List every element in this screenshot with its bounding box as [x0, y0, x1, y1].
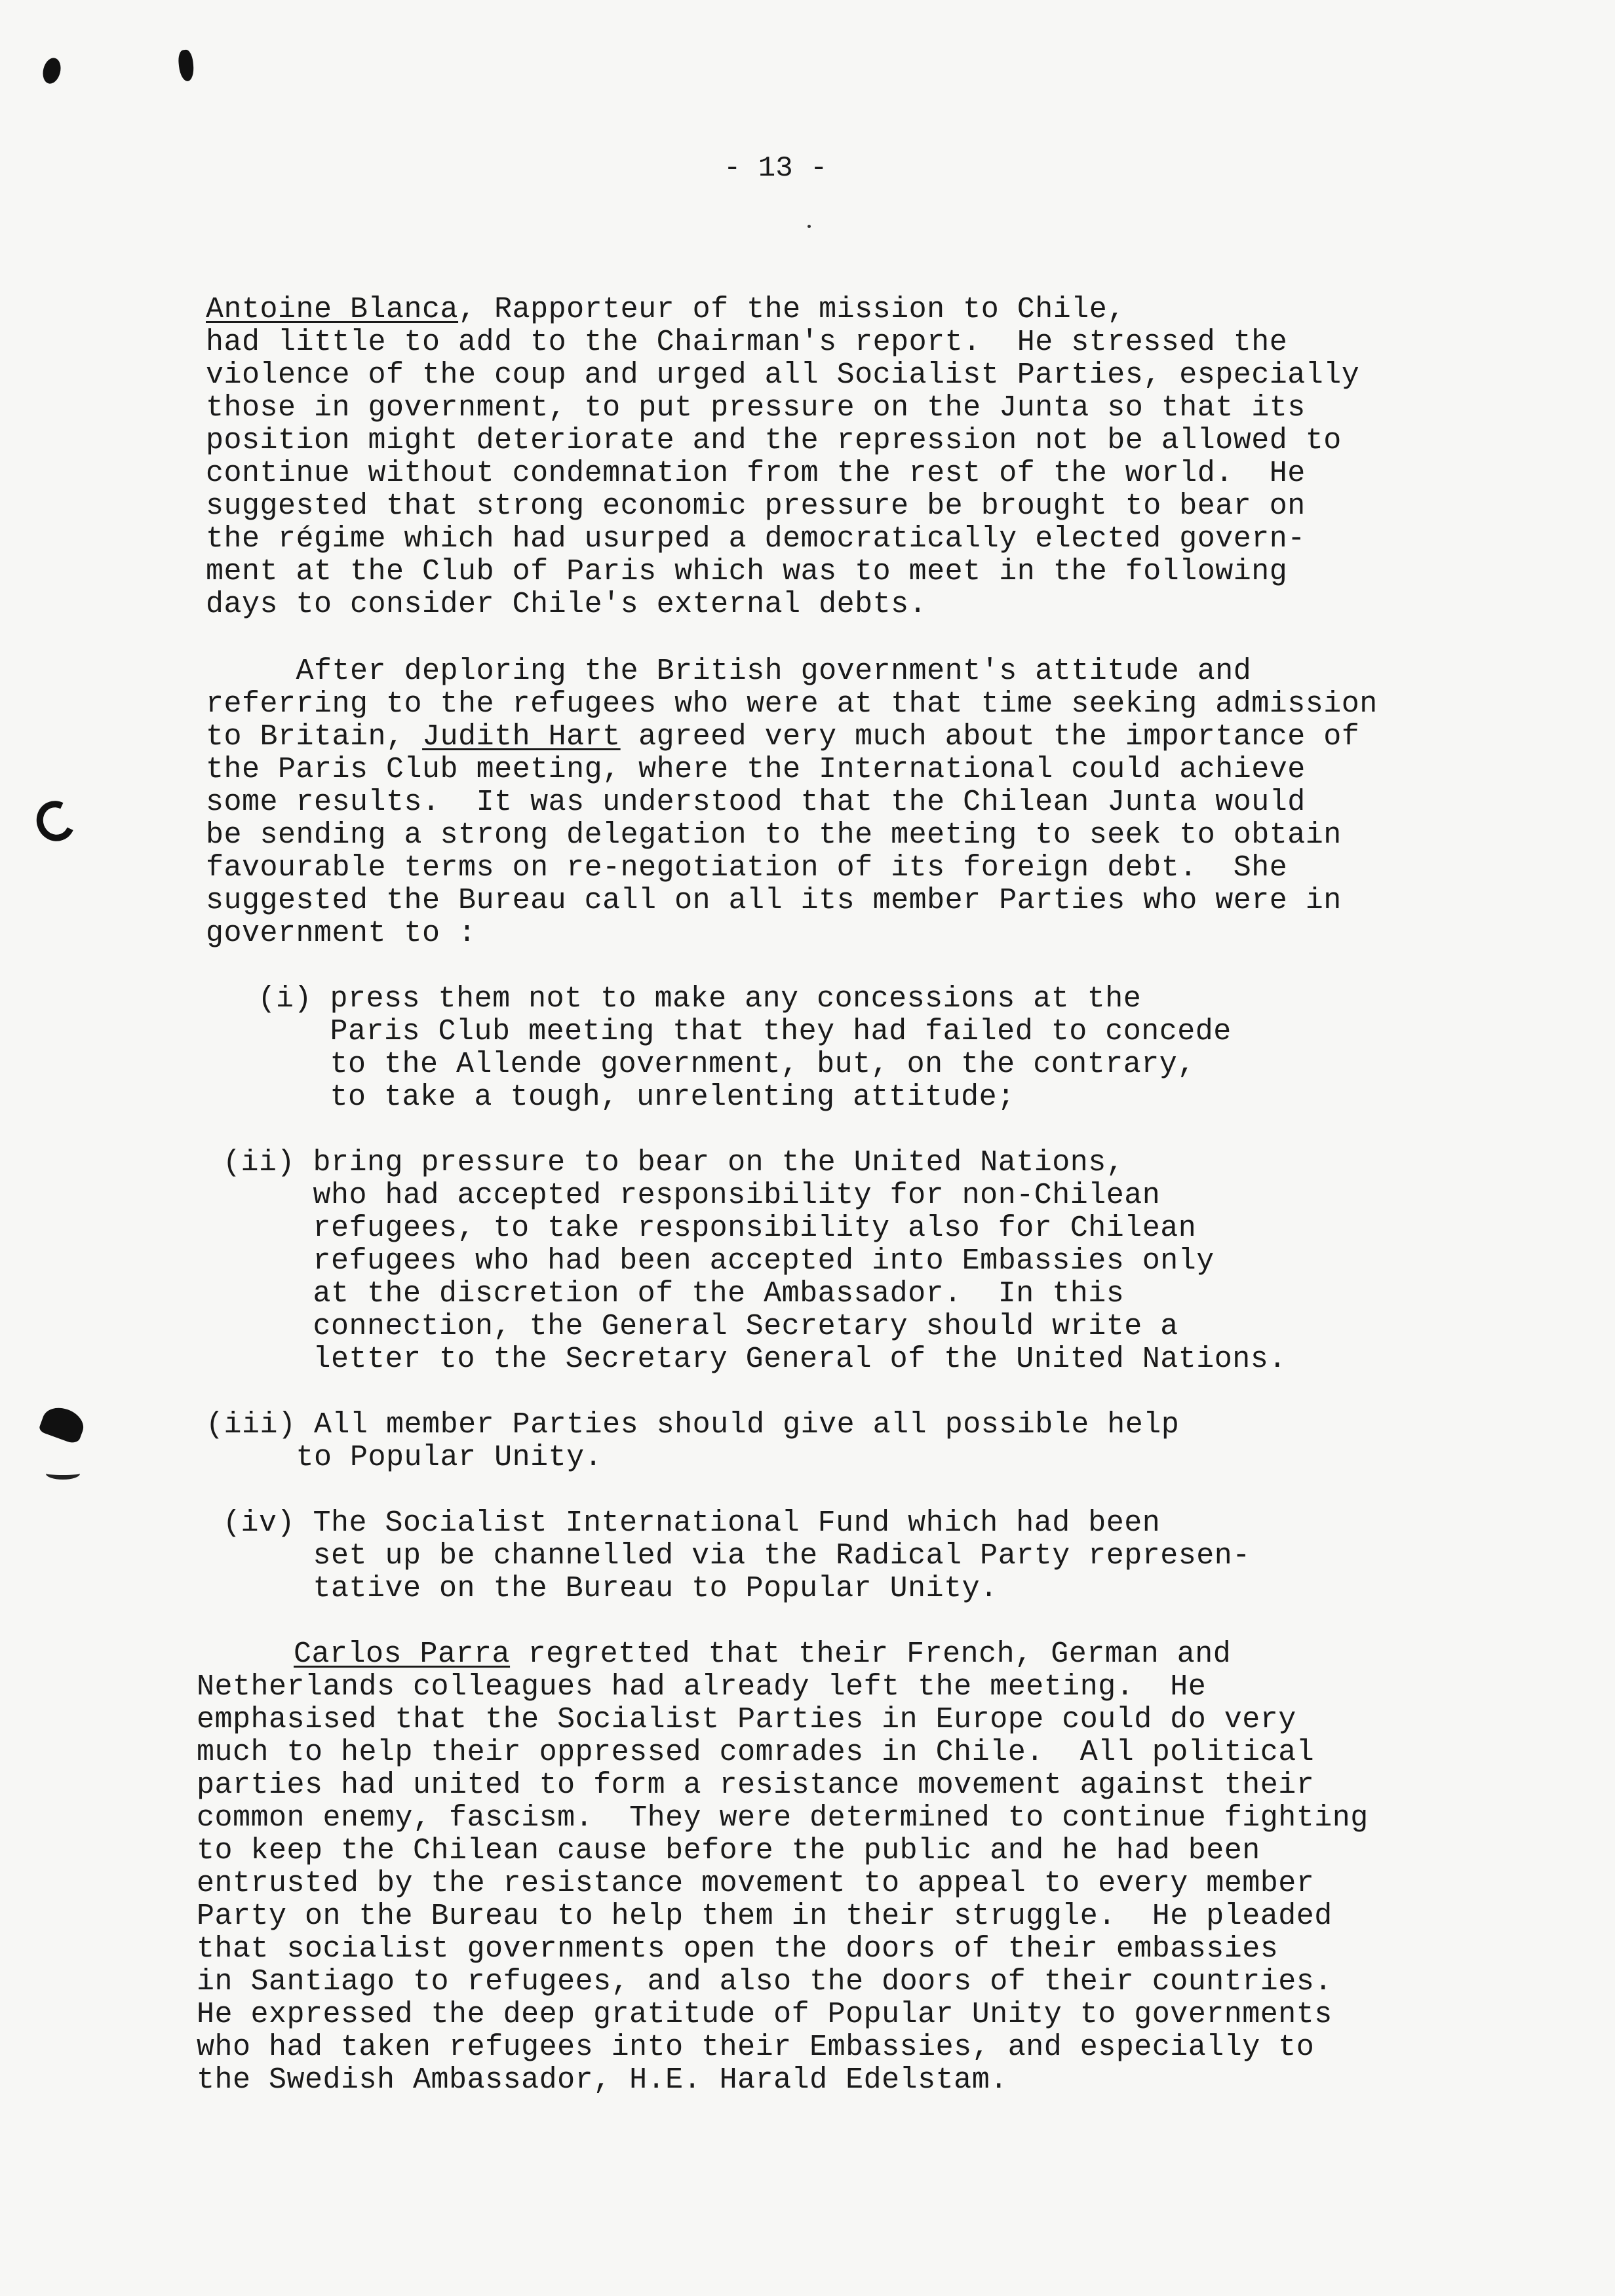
ink-speck-mark: [808, 225, 811, 228]
paragraph-hart: [206, 655, 1378, 950]
text-line: set up be channelled via the Radical Party represen-: [223, 1539, 1251, 1573]
text-line: ment at the Club of Paris which was to meet in the following: [206, 555, 1288, 588]
punch-hole-mark: [46, 1468, 80, 1480]
speaker-name: Carlos Parra: [294, 1637, 511, 1671]
text-line: to keep the Chilean cause before the public and he had been: [197, 1834, 1260, 1867]
text-line: in Santiago to refugees, and also the doors of their countries.: [197, 1965, 1333, 1999]
list-marker: (iv): [223, 1506, 296, 1540]
text-line: those in government, to put pressure on the Junta so that its: [206, 391, 1306, 425]
text-line: days to consider Chile's external debts.: [206, 588, 927, 621]
text-line: bring pressure to bear on the United Nations,: [295, 1146, 1125, 1179]
text-line: position might deteriorate and the repression not be allowed to: [206, 424, 1342, 457]
list-item: [223, 1147, 1287, 1376]
text-line: common enemy, fascism. They were determined to continue fighting: [197, 1801, 1369, 1835]
text-line: emphasised that the Socialist Parties in Europe could do very: [197, 1703, 1296, 1736]
text-line: letter to the Secretary General of the United Nations.: [223, 1343, 1287, 1376]
text-line: to Britain,: [206, 720, 423, 754]
text-line: who had taken refugees into their Embassies, and especially to: [197, 2031, 1315, 2064]
paragraph-blanca-body: [206, 326, 1359, 621]
text-line: regretted that their French, German and: [510, 1637, 1232, 1671]
text-line: suggested the Bureau call on all its member Parties who were in: [206, 884, 1342, 917]
text-line: much to help their oppressed comrades in Chile. All political: [197, 1736, 1315, 1769]
text-line: parties had united to form a resistance movement against their: [197, 1769, 1315, 1802]
text-line: The Socialist International Fund which had been: [295, 1506, 1161, 1540]
text-line: the Swedish Ambassador, H.E. Harald Edelstam.: [197, 2063, 1008, 2097]
text-line: After deploring the British government's attitude and: [206, 655, 1252, 688]
text-line: referring to the refugees who were at that time seeking admission: [206, 687, 1378, 721]
text-line: some results. It was understood that the Chilean Junta would: [206, 786, 1306, 819]
text-line: Party on the Bureau to help them in their struggle. He pleaded: [197, 1900, 1333, 1933]
text-line: violence of the coup and urged all Socialist Parties, especially: [206, 358, 1360, 392]
text-line: to Popular Unity.: [206, 1441, 603, 1474]
speaker-name: Antoine Blanca: [206, 293, 459, 326]
paragraph-parra-body: [197, 1671, 1369, 2097]
text-line: continue without condemnation from the rest of the world. He: [206, 457, 1306, 490]
text-line: Netherlands colleagues had already left the meeting. He: [197, 1670, 1207, 1704]
text-line: at the discretion of the Ambassador. In this: [223, 1277, 1125, 1311]
text-line: favourable terms on re-negotiation of its foreign debt. She: [206, 851, 1288, 885]
punch-hole-mark: [31, 795, 81, 847]
text-line: refugees who had been accepted into Embassies only: [223, 1244, 1215, 1278]
text-line: connection, the General Secretary should write a: [223, 1310, 1178, 1343]
text-line: to the Allende government, but, on the contrary,: [240, 1048, 1196, 1081]
text-line: to take a tough, unrelenting attitude;: [240, 1081, 1015, 1114]
text-line: the régime which had usurped a democratically elected govern-: [206, 522, 1306, 556]
paragraph-parra: [294, 1638, 1231, 1671]
speaker-name: Judith Hart: [422, 720, 621, 754]
ink-blot-mark: [178, 49, 195, 82]
list-item: [240, 983, 1232, 1114]
list-marker: (iii): [206, 1408, 296, 1442]
list-item: [223, 1507, 1251, 1605]
text-line: refugees, to take responsibility also for Chilean: [223, 1212, 1197, 1245]
text-line: , Rapporteur of the mission to Chile,: [458, 293, 1125, 326]
text-line: who had accepted responsibility for non-Chilean: [223, 1179, 1161, 1212]
list-marker: (i): [240, 982, 313, 1016]
text-line: Paris Club meeting that they had failed to concede: [240, 1015, 1232, 1048]
paragraph-blanca: [206, 294, 1125, 326]
list-marker: (ii): [223, 1146, 296, 1179]
text-line: government to :: [206, 917, 477, 950]
text-line: had little to add to the Chairman's report. He stressed the: [206, 326, 1288, 359]
text-line: entrusted by the resistance movement to appeal to every member: [197, 1867, 1315, 1900]
punch-hole-mark: [38, 1402, 88, 1445]
text-line: All member Parties should give all possible help: [296, 1408, 1180, 1442]
text-line: the Paris Club meeting, where the International could achieve: [206, 753, 1306, 786]
text-line: suggested that strong economic pressure be brought to bear on: [206, 489, 1306, 523]
ink-blot-mark: [41, 56, 64, 85]
page-number: - 13 -: [724, 152, 828, 185]
text-line: tative on the Bureau to Popular Unity.: [223, 1572, 998, 1605]
list-item: [206, 1409, 1179, 1474]
text-line: that socialist governments open the doors of their embassies: [197, 1932, 1279, 1966]
text-line: He expressed the deep gratitude of Popular Unity to governments: [197, 1998, 1333, 2031]
text-line: be sending a strong delegation to the meeting to seek to obtain: [206, 818, 1342, 852]
text-line: agreed very much about the importance of: [620, 720, 1360, 754]
text-line: press them not to make any concessions at the: [312, 982, 1142, 1016]
